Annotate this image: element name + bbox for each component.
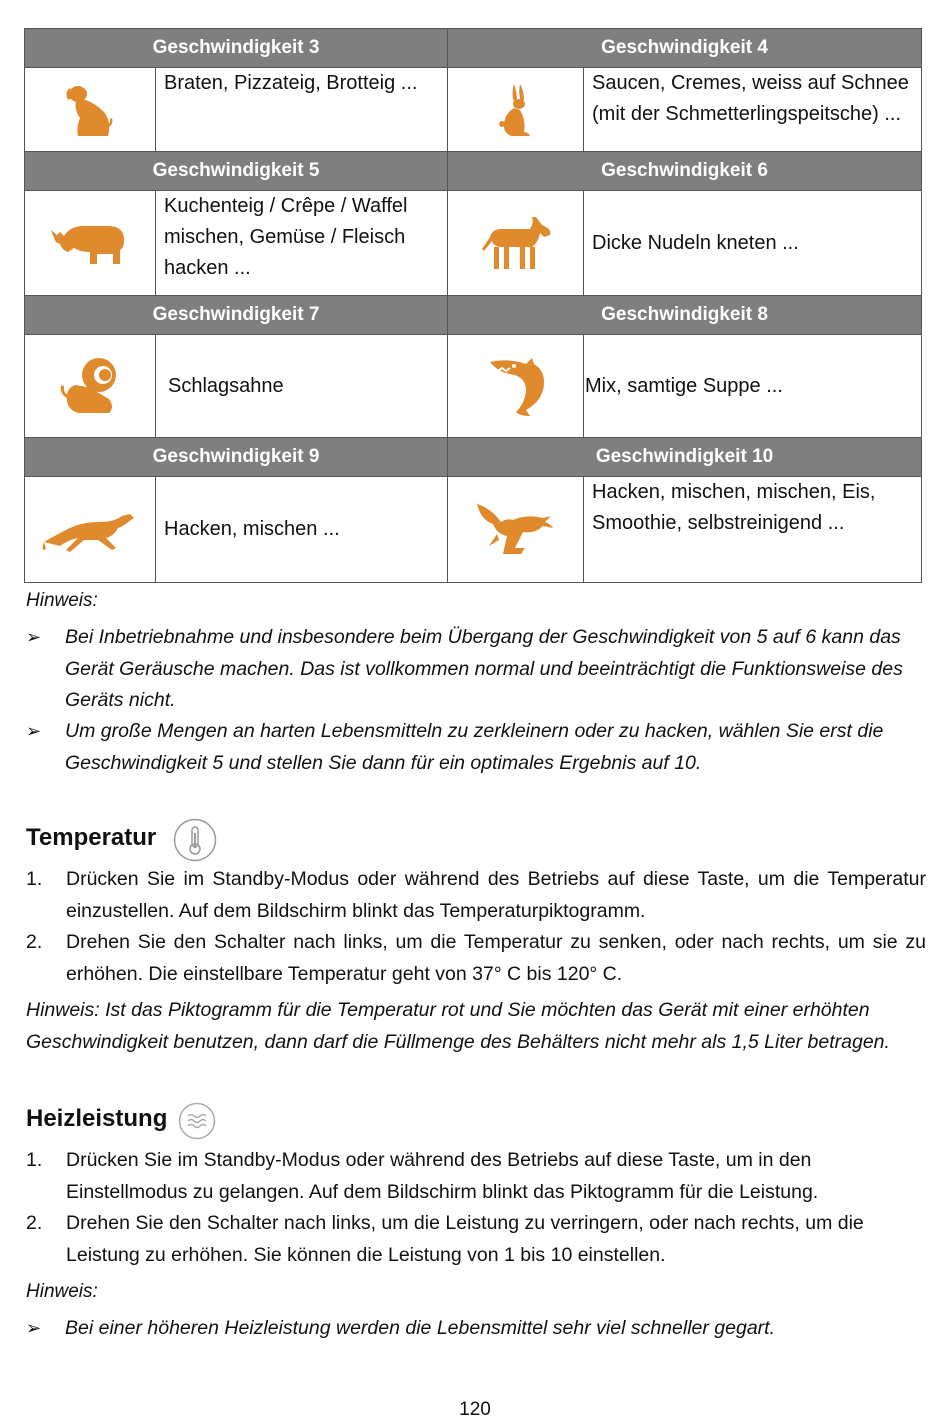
speed-header: Geschwindigkeit 5 — [25, 152, 448, 191]
horse-icon — [448, 191, 584, 296]
dog-icon — [25, 68, 156, 152]
page-number: 120 — [459, 1399, 491, 1420]
speed-description: Mix, samtige Suppe ... — [584, 335, 922, 438]
speed-description: Braten, Pizzateig, Brotteig ... — [156, 68, 448, 152]
heat-waves-icon — [178, 1102, 216, 1140]
lion-icon — [25, 335, 156, 438]
temperatur-note: Hinweis: Ist das Piktogramm für die Temperatur rot und Sie möchten das Gerät mit einer erhöhten Geschwindigkeit benutzen, dann darf die Füllmenge des Behälters nicht mehr als 1,5 Liter betragen. — [26, 999, 890, 1053]
arrow-bullet-icon: ➢ — [26, 721, 42, 741]
speed-description: Hacken, mischen ... — [156, 477, 448, 583]
step-item: 1. Drücken Sie im Standby-Modus oder während des Betriebs auf diese Taste, um die Temperatur einzustellen. Auf dem Bildschirm blinkt das Temperaturpiktogramm. — [26, 868, 926, 922]
arrow-bullet-icon: ➢ — [26, 627, 42, 647]
hint-label: Hinweis: — [26, 1281, 98, 1302]
speed-header: Geschwindigkeit 6 — [448, 152, 922, 191]
speed-header: Geschwindigkeit 4 — [448, 29, 922, 68]
speed-description: Saucen, Cremes, weiss auf Schnee (mit der Schmetterlingspeitsche) ... — [584, 68, 922, 152]
thermometer-icon — [173, 818, 217, 862]
speed-header: Geschwindigkeit 8 — [448, 296, 922, 335]
hint-bullet: ➢ Um große Mengen an harten Lebensmitteln zu zerkleinern oder zu hacken, wählen Sie erst die Geschwindigkeit 5 und stellen Sie dann für ein optimales Ergebnis auf 10. — [26, 716, 926, 779]
speed-description: Kuchenteig / Crêpe / Waffel mischen, Gemüse / Fleisch hacken ... — [156, 191, 448, 296]
step-item: 1. Drücken Sie im Standby-Modus oder während des Betriebs auf diese Taste, um in den Einstellmodus zu gelangen. Auf dem Bildschirm blinkt das Piktogramm für die Leistung. — [26, 1149, 819, 1203]
section-title-temperatur: Temperatur — [26, 824, 157, 851]
arrow-bullet-icon: ➢ — [26, 1318, 42, 1338]
speed-header: Geschwindigkeit 7 — [25, 296, 448, 335]
section-title-heizleistung: Heizleistung — [26, 1105, 168, 1132]
step-item: 2. Drehen Sie den Schalter nach links, um die Leistung zu verringern, oder nach rechts, um die Leistung zu erhöhen. Sie können die Leistung von 1 bis 10 einstellen. — [26, 1212, 864, 1266]
cheetah-icon — [25, 477, 156, 583]
hint-bullet: ➢ Bei Inbetriebnahme und insbesondere beim Übergang der Geschwindigkeit von 5 auf 6 kann das Gerät Geräusche machen. Das ist vollkommen normal und beeinträchtigt die Funktionsweise des Geräts nicht. — [26, 622, 926, 717]
speed-table — [24, 28, 922, 583]
hint-label: Hinweis: — [26, 590, 98, 611]
temperatur-steps — [26, 864, 926, 990]
shark-icon — [448, 335, 584, 438]
speed-description: Schlagsahne — [156, 335, 448, 438]
rabbit-icon — [448, 68, 584, 152]
speed-description: Hacken, mischen, mischen, Eis, Smoothie, selbstreinigend ... — [584, 477, 922, 583]
eagle-icon — [448, 477, 584, 583]
rhino-icon — [25, 191, 156, 296]
heizleistung-steps — [26, 1145, 926, 1271]
speed-header: Geschwindigkeit 3 — [25, 29, 448, 68]
hint-bullet: ➢ Bei einer höheren Heizleistung werden die Lebensmittel sehr viel schneller gegart. — [26, 1313, 926, 1345]
step-item: 2. Drehen Sie den Schalter nach links, um die Temperatur zu senken, oder nach rechts, um sie zu erhöhen. Die einstellbare Temperatur geht von 37° C bis 120° C. — [26, 931, 926, 985]
speed-description: Dicke Nudeln kneten ... — [584, 191, 922, 296]
speed-header: Geschwindigkeit 10 — [448, 438, 922, 477]
speed-header: Geschwindigkeit 9 — [25, 438, 448, 477]
